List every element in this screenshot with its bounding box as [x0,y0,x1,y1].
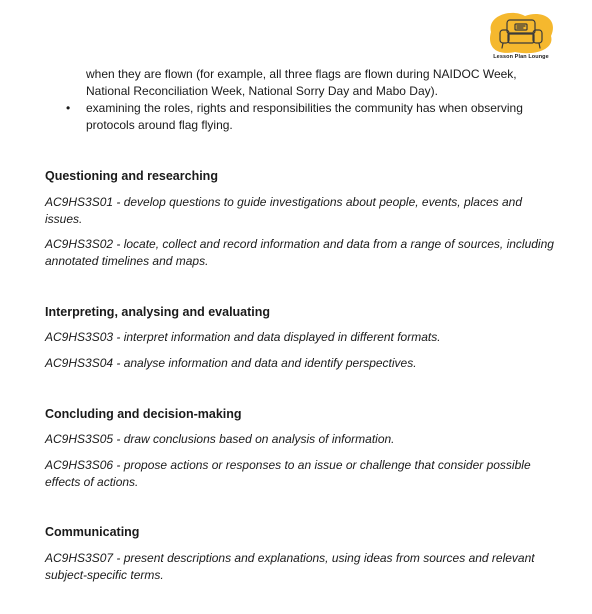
section-heading-concluding: Concluding and decision-making [45,407,242,421]
curriculum-code-item: AC9HS3S02 - locate, collect and record information and data from a range of sources, including annotated timelines and maps. [45,237,554,268]
list-item [62,100,552,133]
section-heading-interpreting: Interpreting, analysing and evaluating [45,305,271,319]
lesson-plan-lounge-logo [485,10,557,66]
logo-text: Lesson Plan Lounge [493,54,549,60]
curriculum-code-item: AC9HS3S01 - develop questions to guide investigations about people, events, places and issues. [45,195,522,226]
armchair-logo-icon [485,10,557,56]
bullet-continuation-text: when they are flown (for example, all three flags are flown during NAIDOC Week, National Reconciliation Week, National Sorry Day and Mabo Day). [86,67,517,98]
curriculum-code-item: AC9HS3S07 - present descriptions and explanations, using ideas from sources and relevant subject-specific terms. [45,551,535,582]
section-heading-communicating: Communicating [45,525,140,539]
section-heading-questioning: Questioning and researching [45,169,218,183]
curriculum-code-item: AC9HS3S03 - interpret information and data displayed in different formats. [45,330,441,344]
bullet-list [62,100,552,133]
curriculum-code-item: AC9HS3S06 - propose actions or responses to an issue or challenge that consider possible effects of actions. [45,458,531,489]
curriculum-code-item: AC9HS3S05 - draw conclusions based on analysis of information. [45,432,395,446]
curriculum-code-item: AC9HS3S04 - analyse information and data and identify perspectives. [45,356,417,370]
bullet-text: examining the roles, rights and responsibilities the community has when observing protocols around flag flying. [86,101,523,132]
bullet-marker: • [66,101,71,115]
